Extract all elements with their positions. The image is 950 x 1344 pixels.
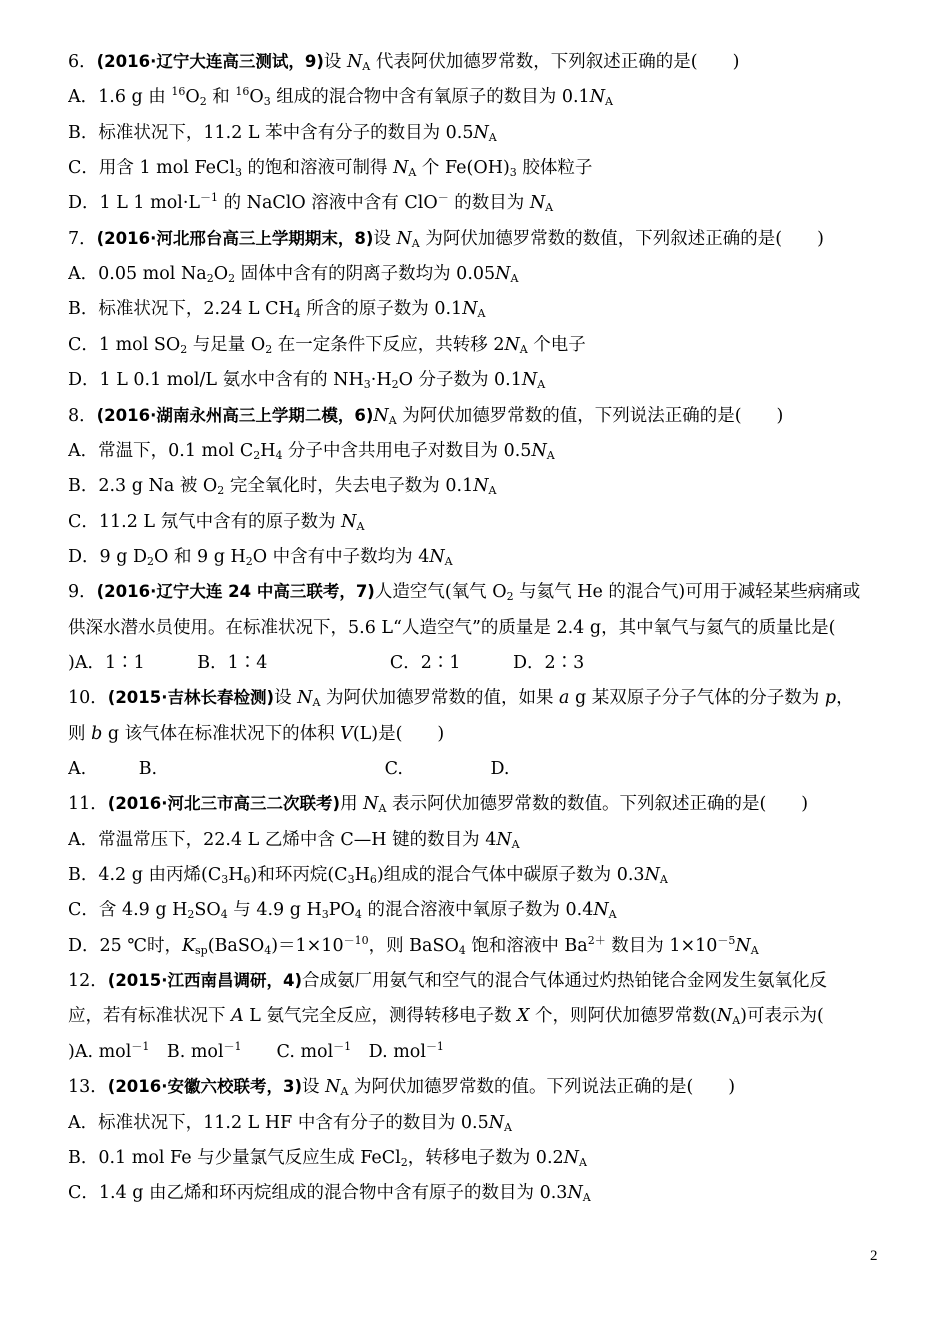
text-line: A．常温下，0.1 mol $C_2H_4$ 分子中含共用电子对数目为 $0.5N_A$ xyxy=(68,440,555,462)
text-line: 8．(2016·湖南永州高三上学期二模，$6)N_A$ 为阿伏加德罗常数的值，下列说法正确的是( ) xyxy=(68,405,784,427)
text-line: B．4.2 g 由丙烯$(C_3H_6)$和环丙烷$(C_3H_6)$组成的混合气体中碳原子数为 $0.3N_A$ xyxy=(68,865,668,887)
text-line: A. B. C. D. xyxy=(68,759,510,779)
text-line: 10．(2015·吉林长春检测)设 $N_A$ 为阿伏加德罗常数的值，如果 a g 某双原子分子气体的分子数为 p， xyxy=(68,688,854,710)
text-line: C．1.4 g 由乙烯和环丙烷组成的混合物中含有原子的数目为 $0.3N_A$ xyxy=(68,1183,591,1205)
text-line: B．2.3 g Na 被 $O_2$ 完全氧化时，失去电子数为 $0.1N_A$ xyxy=(68,476,497,498)
text-line: 则 b g 该气体在标准状况下的体积 V(L)是( ) xyxy=(68,723,445,744)
text-line: )A．1∶1 B．1∶4 C．2∶1 D．2∶3 xyxy=(68,652,585,673)
text-line: 12．(2015·江西南昌调研，4)合成氨厂用氨气和空气的混合气体通过灼热铂铑合金网发生氨氧化反 xyxy=(68,971,828,992)
text-line: D．25 ℃时，$K_{sp}(BaSO_4)=1\times 10^{-10}$，则 BaSO$_4$ 饱和溶液中 $Ba^{2+}$ 数目为 $1\times 10^{-5}N_A$ xyxy=(68,933,759,957)
text-line: 6．(2016·辽宁大连高三测试，9)设 $N_A$ 代表阿伏加德罗常数，下列叙述正确的是( ) xyxy=(68,52,740,73)
text-line: B．标准状况下，2.24 L $CH_4$ 所含的原子数为 $0.1N_A$ xyxy=(68,299,486,321)
text-line: C．11.2 L 氖气中含有的原子数为 $N_A$ xyxy=(68,511,365,533)
text-line: 7．(2016·河北邢台高三上学期期末，8)设 $N_A$ 为阿伏加德罗常数的数值，下列叙述正确的是( ) xyxy=(68,228,824,250)
page-number: 2 xyxy=(870,1248,878,1264)
text-line: C．用含 1 mol FeCl$_3$ 的饱和溶液可制得 $N_A$ 个 $Fe(OH)_3$ 胶体粒子 xyxy=(68,158,593,180)
text-line: B．0.1 mol Fe 与少量氯气反应生成 FeCl$_2$，转移电子数为 $0.2N_A$ xyxy=(68,1147,587,1169)
text-line: 13．(2016·安徽六校联考，3)设 $N_A$ 为阿伏加德罗常数的值。下列说法正确的是( ) xyxy=(68,1077,736,1099)
text-line: 应，若有标准状况下 A L 氨气完全反应，测得转移电子数 X 个，则阿伏加德罗常数$(N_A)$可表示为( xyxy=(68,1006,824,1028)
text-line: C．含 4.9 g $H_2SO_4$ 与 4.9 g $H_3PO_4$ 的混合溶液中氧原子数为 $0.4N_A$ xyxy=(68,900,617,922)
text-line: A．标准状况下，11.2 L HF 中含有分子的数目为 $0.5N_A$ xyxy=(68,1112,512,1134)
text-line: C．1 mol $SO_2$ 与足量 $O_2$ 在一定条件下反应，共转移 $2N_A$ 个电子 xyxy=(68,334,586,356)
text-line: D．9 g $D_2O$ 和 9 g $H_2O$ 中含有中子数均为 $4N_A$ xyxy=(68,546,453,568)
text-line: D．1 L 1 $mol\cdot L^{-1}$ 的 NaClO 溶液中含有 ClO－ 的数目为 $N_A$ xyxy=(68,191,554,215)
text-line: )A. mol$^{-1}$ B. mol$^{-1}$ C. mol$^{-1}$ D. mol$^{-1}$ xyxy=(68,1039,444,1062)
text-line: 11．(2016·河北三市高三二次联考)用 $N_A$ 表示阿伏加德罗常数的数值。下列叙述正确的是( ) xyxy=(68,794,809,816)
text-line: B．标准状况下，11.2 L 苯中含有分子的数目为 $0.5N_A$ xyxy=(68,122,497,144)
text-line: D．1 L 0.1 mol/L 氨水中含有的 $NH_3\cdot H_2O$ 分子数为 $0.1N_A$ xyxy=(68,370,546,392)
text-line: A．常温常压下，22.4 L 乙烯中含 C—H 键的数目为 $4N_A$ xyxy=(68,829,520,851)
text-line: 供深水潜水员使用。在标准状况下，5.6 L“人造空气”的质量是 2.4 g，其中氧气与氦气的质量比是( xyxy=(68,617,836,638)
text-line: A．1.6 g 由 $^{16}O_2$ 和 $^{16}O_3$ 组成的混合物中含有氧原子的数目为 $0.1N_A$ xyxy=(68,85,613,109)
text-line: A．0.05 mol $Na_2O_2$ 固体中含有的阴离子数均为 $0.05N_A$ xyxy=(68,264,519,286)
text-line: 9．(2016·辽宁大连 24 中高三联考，7)人造空气(氧气 $O_2$ 与氦气 He 的混合气)可用于减轻某些病痛或 xyxy=(68,582,861,604)
